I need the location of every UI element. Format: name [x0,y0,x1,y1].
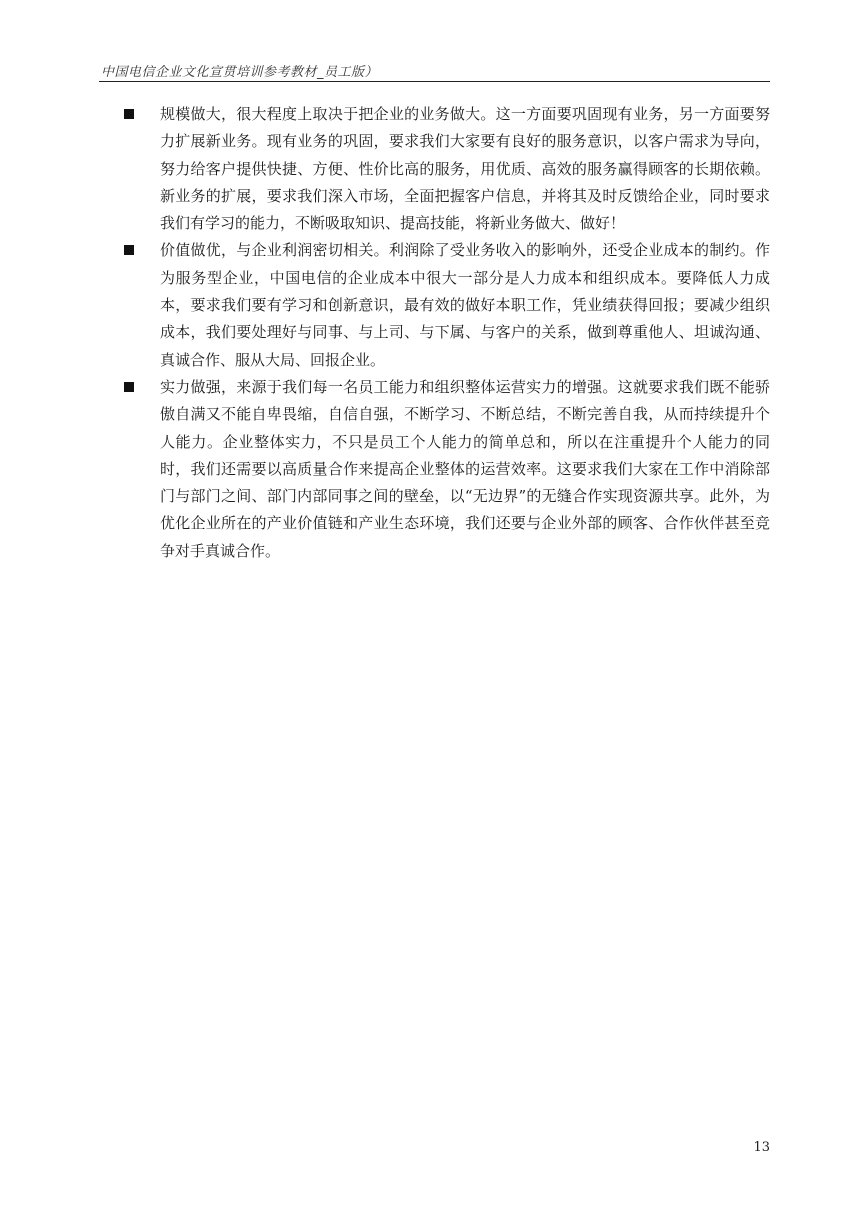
bullet-item-strength [124,374,770,565]
page-number: 13 [753,1140,770,1155]
bullet-text: 规模做大，很大程度上取决于把企业的业务做大。这一方面要巩固现有业务，另一方面要努力扩展新业务。现有业务的巩固，要求我们大家要有良好的服务意识，以客户需求为导向，努力给客户提供快捷、方便、性价比高的服务，用优质、高效的服务赢得顾客的长期依赖。新业务的扩展，要求我们深入市场，全面把握客户信息，并将其及时反馈给企业，同时要求我们有学习的能力，不断吸取知识、提高技能，将新业务做大、做好！ [160,105,770,233]
header-divider [99,81,770,82]
bullet-item-value [124,237,770,373]
square-bullet-icon [124,382,134,392]
square-bullet-icon [124,109,134,119]
bullet-text: 实力做强，来源于我们每一名员工能力和组织整体运营实力的增强。这就要求我们既不能骄傲自满又不能自卑畏缩，自信自强，不断学习、不断总结，不断完善自我，从而持续提升个人能力。企业整体实力，不只是员工个人能力的简单总和，所以在注重提升个人能力的同时，我们还需要以高质量合作来提高企业整体的运营效率。这要求我们大家在工作中消除部门与部门之间、部门内部同事之间的壁垒，以“无边界”的无缝合作实现资源共享。此外，为优化企业所在的产业价值链和产业生态环境，我们还要与企业外部的顾客、合作伙伴甚至竞争对手真诚合作。 [160,377,770,560]
bullet-item-scale [124,101,770,237]
square-bullet-icon [124,245,134,255]
running-header: 中国电信企业文化宣贯培训参考教材_员工版） [101,65,379,80]
bullet-list [124,101,770,565]
bullet-text: 价值做优，与企业利润密切相关。利润除了受业务收入的影响外，还受企业成本的制约。作为服务型企业，中国电信的企业成本中很大一部分是人力成本和组织成本。要降低人力成本，要求我们要有学习和创新意识，最有效的做好本职工作，凭业绩获得回报；要减少组织成本，我们要处理好与同事、与上司、与下属、与客户的关系，做到尊重他人、坦诚沟通、真诚合作、服从大局、回报企业。 [160,241,770,369]
